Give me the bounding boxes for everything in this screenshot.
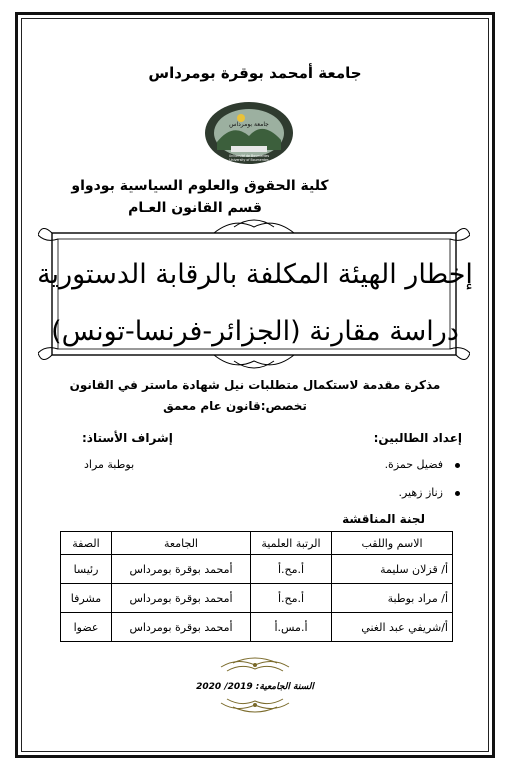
- student-item: [398, 486, 460, 499]
- specialty: تخصص:قانون عام معمق: [163, 399, 307, 413]
- table-row: [61, 613, 453, 642]
- table-header-row: [61, 532, 453, 555]
- title-ornamental-frame: [38, 213, 470, 375]
- university-logo: [203, 100, 295, 166]
- committee-table: [60, 531, 453, 642]
- logo-text-en: University of Boumerdes: [229, 158, 269, 162]
- member-role: مشرفا: [61, 584, 112, 613]
- member-rank: أ.مح.أ: [251, 555, 332, 584]
- student-item: [385, 458, 460, 471]
- table-row: [61, 584, 453, 613]
- column-header-rank: الرتبة العلمية: [251, 532, 332, 555]
- supervision-label: إشراف الأستاذ:: [82, 431, 173, 445]
- logo-text-fr: Université de Boumerdes: [228, 154, 270, 158]
- student-name: زناز زهير.: [398, 486, 443, 499]
- member-role: عضوا: [61, 613, 112, 642]
- faculty-name: كلية الحقوق والعلوم السياسية بودواو: [71, 178, 329, 194]
- memo-statement: مذكرة مقدمة لاستكمال متطلبات نيل شهادة ماستر في القانون: [69, 378, 441, 392]
- column-header-university: الجامعة: [112, 532, 251, 555]
- student-name: فضيل حمزة.: [384, 458, 443, 471]
- thesis-title-line1: إخطار الهيئة المكلفة بالرقابة الدستورية: [37, 259, 473, 290]
- committee-label: لجنة المناقشة: [342, 512, 425, 526]
- department-name: قسم القانون العـام: [128, 200, 262, 216]
- member-rank: أ.مس.أ: [251, 613, 332, 642]
- bullet-icon: [455, 491, 460, 496]
- member-name: أ/ قزلان سليمة: [332, 555, 453, 584]
- bullet-icon: [455, 463, 460, 468]
- column-header-role: الصفة: [61, 532, 112, 555]
- member-name: أ/شريفي عبد الغني: [332, 613, 453, 642]
- member-university: أمحمد بوقرة بومرداس: [112, 584, 251, 613]
- member-name: أ/ مراد بوطبة: [332, 584, 453, 613]
- table-row: [61, 555, 453, 584]
- supervisor-name: بوطبة مراد: [84, 458, 135, 471]
- column-header-name: الاسم واللقب: [332, 532, 453, 555]
- academic-year: السنة الجامعية: 2019/ 2020: [196, 682, 314, 692]
- member-university: أمحمد بوقرة بومرداس: [112, 555, 251, 584]
- university-name: جامعة أمحمد بوقرة بومرداس: [148, 64, 362, 82]
- logo-text-ar: جامعة بومرداس: [229, 121, 269, 128]
- member-rank: أ.مح.أ: [251, 584, 332, 613]
- member-role: رئيسا: [61, 555, 112, 584]
- member-university: أمحمد بوقرة بومرداس: [112, 613, 251, 642]
- students-label: إعداد الطالبين:: [373, 431, 462, 445]
- thesis-title-line2: دراسة مقارنة (الجزائر-فرنسا-تونس): [51, 316, 459, 347]
